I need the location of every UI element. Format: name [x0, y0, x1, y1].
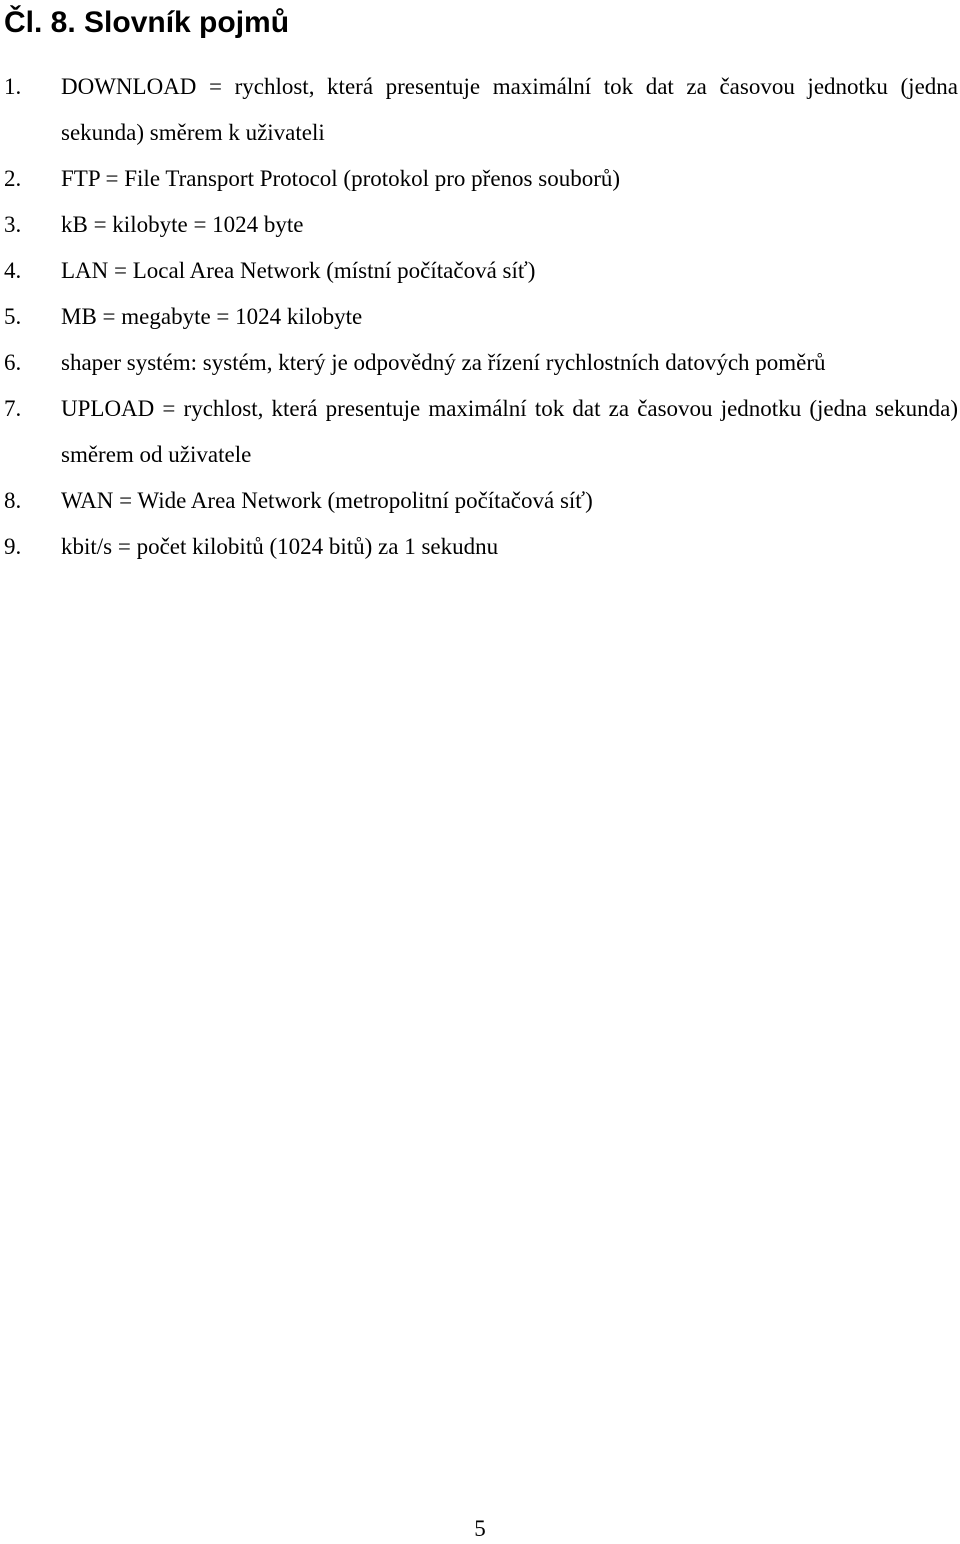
glossary-item [0, 248, 958, 294]
section-heading: Čl. 8. Slovník pojmů [4, 6, 290, 39]
item-number: 8. [4, 488, 22, 513]
item-definition: LAN = Local Area Network (místní počítačová síť) [61, 258, 536, 283]
item-number: 5. [4, 304, 22, 329]
item-number: 1. [4, 74, 22, 99]
item-definition: shaper systém: systém, který je odpovědný za řízení rychlostních datových poměrů [61, 350, 826, 375]
item-number: 2. [4, 166, 22, 191]
glossary-item [0, 340, 958, 386]
glossary-item [0, 64, 958, 156]
item-definition: UPLOAD = rychlost, která presentuje maximální tok dat za časovou jednotku (jedna sekunda) směrem od uživatele [61, 396, 958, 467]
item-definition: kB = kilobyte = 1024 byte [61, 212, 304, 237]
glossary-list [0, 64, 958, 570]
glossary-item [0, 478, 958, 524]
item-number: 3. [4, 212, 22, 237]
item-definition: WAN = Wide Area Network (metropolitní počítačová síť) [61, 488, 593, 513]
item-number: 6. [4, 350, 22, 375]
item-number: 4. [4, 258, 22, 283]
glossary-item [0, 156, 958, 202]
item-number: 7. [4, 396, 22, 421]
glossary-item [0, 294, 958, 340]
item-definition: kbit/s = počet kilobitů (1024 bitů) za 1 sekudnu [61, 534, 499, 559]
item-definition: MB = megabyte = 1024 kilobyte [61, 304, 363, 329]
item-definition: FTP = File Transport Protocol (protokol pro přenos souborů) [61, 166, 621, 191]
item-definition: DOWNLOAD = rychlost, která presentuje maximální tok dat za časovou jednotku (jedna sekunda) směrem k uživateli [61, 74, 958, 145]
page-number: 5 [474, 1516, 486, 1541]
glossary-item [0, 524, 958, 570]
glossary-item [0, 386, 958, 478]
glossary-item [0, 202, 958, 248]
item-number: 9. [4, 534, 22, 559]
